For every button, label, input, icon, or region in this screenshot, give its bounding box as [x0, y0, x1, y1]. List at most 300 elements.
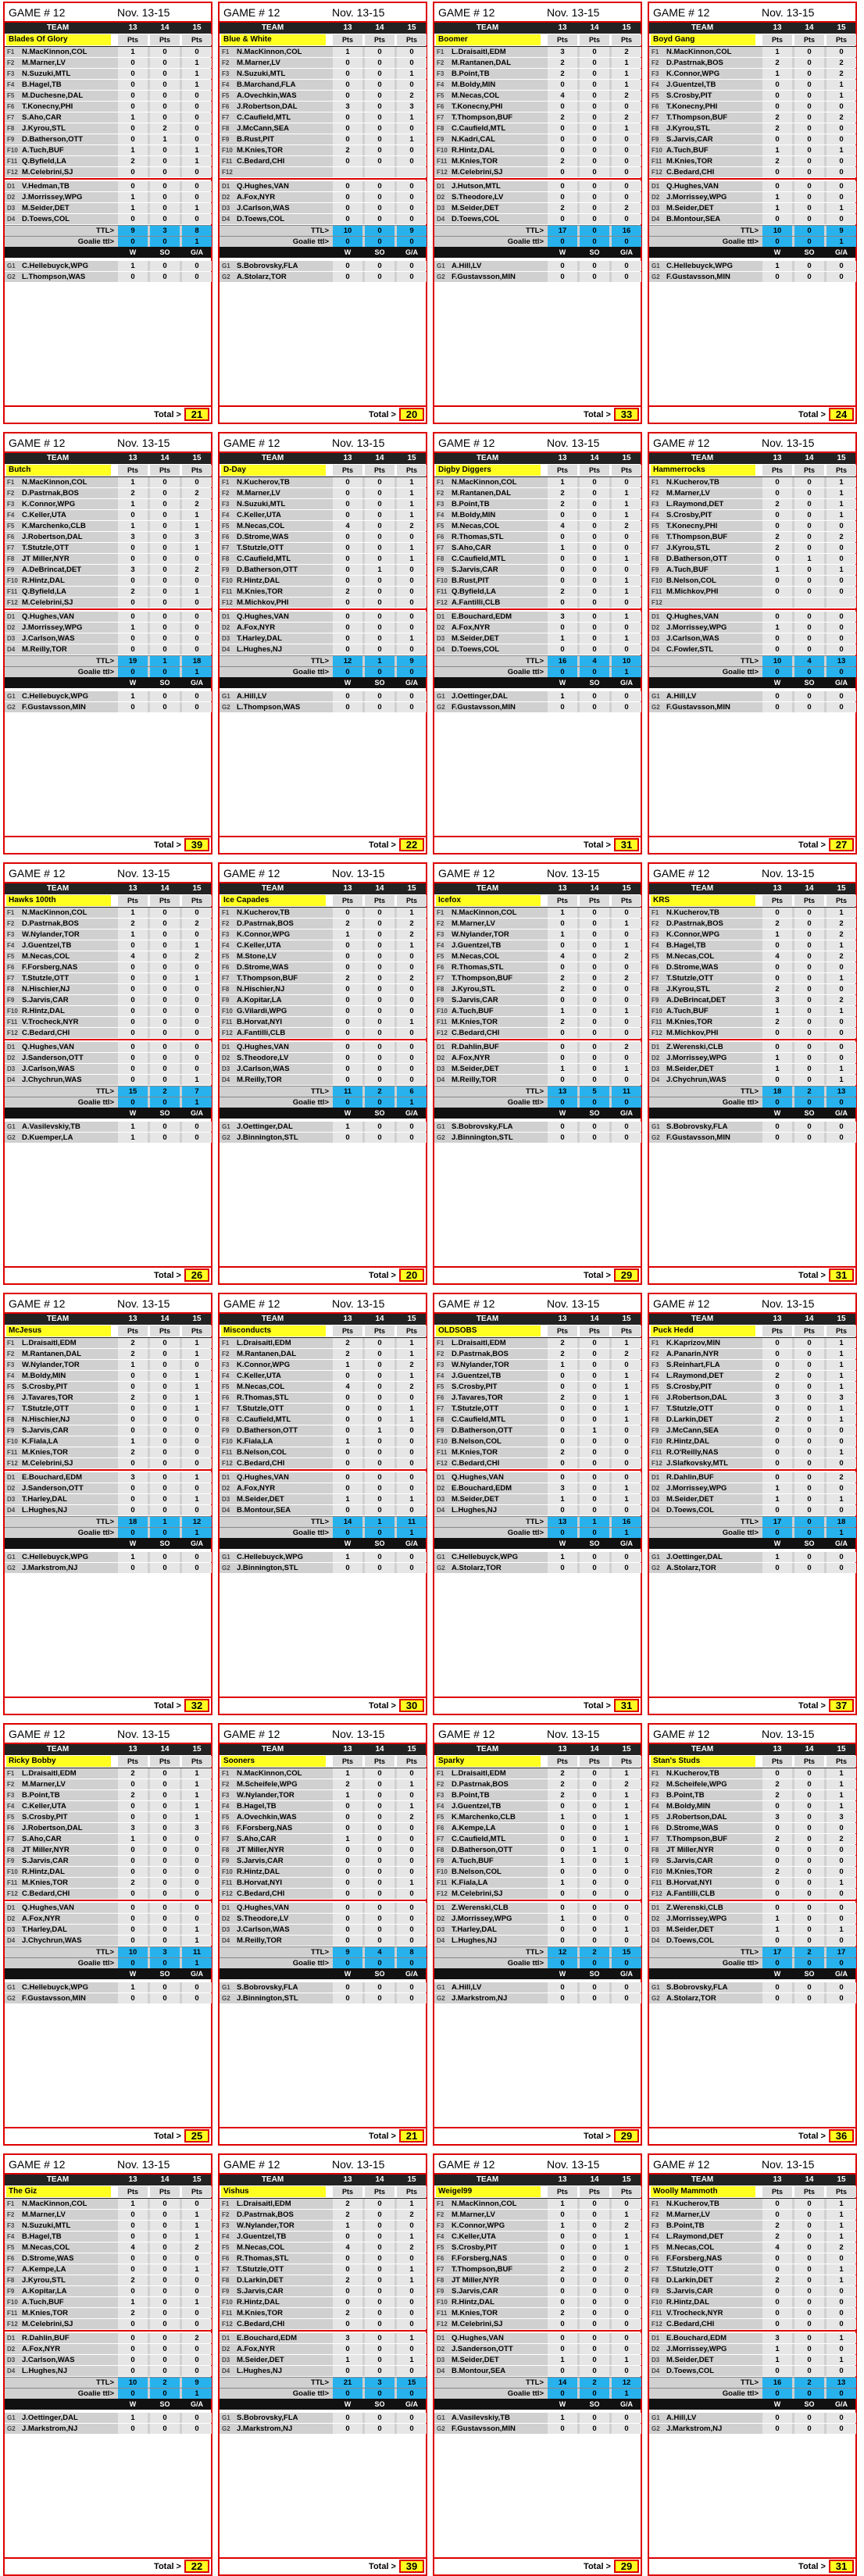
player-points: 2 — [118, 919, 148, 929]
ttl-value: 0 — [365, 226, 395, 236]
player-points: 0 — [182, 1436, 212, 1447]
player-name: B.Nelson,COL — [666, 576, 716, 585]
slot-label: F9 — [437, 1857, 444, 1864]
player-points: 0 — [762, 1382, 792, 1392]
slot-label: D4 — [222, 216, 230, 223]
slot-label: F8 — [437, 986, 444, 993]
player-points: 0 — [762, 102, 792, 112]
player-row — [220, 1834, 426, 1845]
total-label: Total > — [369, 840, 396, 850]
player-points: 0 — [548, 1425, 577, 1436]
player-row — [649, 1779, 855, 1790]
slot-label: D3 — [7, 635, 16, 642]
column-header-row — [5, 883, 211, 894]
player-name: M.Necas,COL — [666, 952, 715, 961]
slot-label: D1 — [437, 2335, 445, 2342]
player-row — [220, 192, 426, 203]
player-points: 0 — [794, 1447, 824, 1457]
player-points: 0 — [150, 1823, 180, 1833]
player-name: R.Hintz,DAL — [237, 576, 280, 585]
player-points: 2 — [118, 156, 148, 166]
player-points: 0 — [548, 1415, 577, 1425]
player-points: 0 — [794, 145, 824, 155]
team-total: 31 — [829, 2560, 854, 2573]
player-points: 1 — [118, 929, 148, 940]
player-points: 0 — [548, 644, 577, 655]
player-points: 0 — [827, 1425, 856, 1436]
player-name: N.Kucherov,TB — [666, 478, 719, 487]
day-13-label: 13 — [343, 1315, 352, 1323]
player-name: A.Tuch,BUF — [22, 146, 64, 155]
ttl-value: 1 — [365, 656, 395, 666]
player-points: 0 — [118, 1042, 148, 1052]
player-row — [5, 1903, 211, 1914]
player-points: 3 — [118, 1823, 148, 1833]
player-name: C.Keller,UTA — [237, 1372, 281, 1380]
slot-label: D2 — [652, 1485, 660, 1492]
goalie-stat: 0 — [182, 2413, 212, 2423]
player-points: 0 — [182, 1867, 212, 1877]
player-row — [649, 2253, 855, 2264]
player-points: 1 — [182, 1338, 212, 1348]
goalie-slot-label: G2 — [437, 704, 445, 711]
goalie-stat: 0 — [397, 1982, 427, 1993]
player-points: 0 — [182, 91, 212, 101]
ttl-value: 15 — [612, 1947, 641, 1957]
player-name: V.Trocheck,NYR — [22, 1018, 79, 1026]
player-points: 0 — [612, 1053, 641, 1063]
player-points: 1 — [333, 47, 362, 57]
day-13-label: 13 — [773, 1745, 782, 1754]
player-points: 1 — [182, 1801, 212, 1811]
player-name: C.Bedard,CHI — [666, 168, 715, 177]
team-name: Weigel99 — [436, 2186, 541, 2197]
player-points: 0 — [118, 102, 148, 112]
slot-label: F7 — [7, 2266, 15, 2273]
pts-label: Pts — [548, 1756, 577, 1767]
player-points: 2 — [548, 1338, 577, 1348]
goalie-stat: 0 — [612, 1133, 641, 1143]
player-points: 0 — [794, 2264, 824, 2275]
pts-label: Pts — [580, 2186, 609, 2197]
goalie-slot-label: G1 — [437, 1123, 445, 1130]
player-points: 0 — [150, 908, 180, 918]
goalie-name: F.Gustavsson,MIN — [22, 703, 86, 712]
slot-label: F4 — [7, 2233, 15, 2240]
player-points: 0 — [794, 2297, 824, 2307]
player-row — [649, 203, 855, 214]
card-header — [434, 3, 641, 23]
slot-label: F2 — [222, 59, 230, 66]
goalie-name: A.Stolarz,TOR — [452, 1564, 502, 1572]
goalie-slot-label: G1 — [7, 693, 16, 700]
player-points: 2 — [762, 532, 792, 542]
player-points: 3 — [118, 565, 148, 575]
player-points: 0 — [365, 134, 395, 144]
player-name: L.Raymond,DET — [666, 500, 724, 508]
player-row — [434, 554, 641, 565]
ttl-label: TTL> — [741, 1948, 759, 1957]
pts-label: Pts — [794, 2186, 824, 2197]
player-row — [5, 1360, 211, 1371]
player-row — [220, 1017, 426, 1028]
player-name: C.Bedard,CHI — [237, 1889, 285, 1898]
player-name: B.Hagel,TB — [237, 1802, 277, 1811]
player-points: 0 — [762, 1360, 792, 1370]
player-name: L.Hughes,NJ — [237, 645, 283, 654]
player-points: 0 — [150, 2210, 180, 2220]
player-row — [220, 2308, 426, 2319]
player-points: 0 — [612, 2297, 641, 2307]
slot-label: F1 — [437, 909, 444, 916]
player-points: 1 — [612, 510, 641, 520]
player-points: 0 — [827, 612, 856, 622]
player-row — [5, 1382, 211, 1393]
player-name: J.Guentzel,TB — [666, 80, 716, 89]
player-row — [5, 1425, 211, 1436]
game-label: GAME # 12 — [653, 1297, 710, 1310]
player-name: M.Seider,DET — [452, 204, 499, 212]
player-points: 2 — [333, 2308, 362, 2318]
player-name: A.Tuch,BUF — [666, 146, 709, 155]
player-points: 0 — [333, 1458, 362, 1468]
goalie-col-label: W — [129, 679, 137, 687]
day-15-label: 15 — [837, 2175, 846, 2184]
player-points: 0 — [365, 1447, 395, 1457]
player-points: 2 — [827, 929, 856, 940]
goalie-col-label: W — [344, 1970, 352, 1978]
goalie-col-label: G/A — [405, 679, 418, 687]
player-points: 0 — [365, 1458, 395, 1468]
player-points: 1 — [397, 134, 427, 144]
player-points: 0 — [397, 214, 427, 224]
player-points: 1 — [397, 2264, 427, 2275]
player-row — [220, 1075, 426, 1086]
player-points: 0 — [580, 929, 609, 940]
pts-label: Pts — [794, 465, 824, 476]
date-label: Nov. 13-15 — [762, 867, 815, 879]
final-total-row — [649, 405, 855, 423]
goalie-stat: 0 — [333, 272, 362, 282]
team-column-label: TEAM — [476, 1315, 499, 1323]
player-name: M.Celebrini,SJ — [22, 2320, 73, 2328]
player-points: 0 — [150, 1472, 180, 1482]
player-points: 0 — [397, 1458, 427, 1468]
player-points: 0 — [794, 532, 824, 542]
goalie-col-label: SO — [589, 248, 600, 256]
player-row — [5, 2199, 211, 2210]
player-points: 1 — [612, 1925, 641, 1935]
goalie-stat: 0 — [548, 1993, 577, 2003]
player-points: 0 — [365, 2242, 395, 2253]
player-points: 0 — [580, 1856, 609, 1866]
player-points: 0 — [612, 1914, 641, 1924]
pts-label: Pts — [333, 34, 362, 45]
player-points — [397, 167, 427, 177]
final-total-row — [434, 836, 641, 853]
slot-label: F11 — [222, 1449, 233, 1456]
goalie-col-label: G/A — [619, 1109, 633, 1117]
player-row — [5, 192, 211, 203]
player-row — [649, 1447, 855, 1458]
team-column-label: TEAM — [691, 884, 714, 893]
player-points: 1 — [827, 2355, 856, 2365]
player-name: D.Batherson,OTT — [237, 1426, 298, 1435]
player-name: A.Fox,NYR — [22, 1914, 61, 1923]
pts-label: Pts — [548, 465, 577, 476]
goalie-ttl-value: 0 — [827, 1958, 856, 1968]
player-name: M.Rantanen,DAL — [237, 1350, 296, 1358]
goalie-ttl-value: 1 — [182, 1958, 212, 1968]
player-points: 0 — [150, 565, 180, 575]
player-points: 0 — [365, 2221, 395, 2231]
ttl-label: TTL> — [311, 1518, 329, 1526]
ttl-label: TTL> — [311, 2378, 329, 2387]
pts-label: Pts — [612, 34, 641, 45]
player-row — [220, 1914, 426, 1925]
goalie-ttl-label: Goalie ttl> — [77, 1959, 114, 1968]
slot-label: F12 — [652, 169, 662, 176]
player-row — [649, 1867, 855, 1878]
player-points: 0 — [612, 908, 641, 918]
player-row — [649, 1801, 855, 1812]
player-points: 0 — [333, 1447, 362, 1457]
player-points: 1 — [333, 1360, 362, 1370]
player-name: D.Toews,COL — [666, 2367, 715, 2375]
player-row — [649, 1017, 855, 1028]
goalie-ttl-label: Goalie ttl> — [77, 668, 114, 676]
goalie-stat: 1 — [118, 1122, 148, 1132]
player-points: 0 — [333, 134, 362, 144]
player-points: 0 — [118, 1494, 148, 1504]
player-row — [5, 940, 211, 951]
player-points: 0 — [580, 1472, 609, 1482]
player-row — [220, 2232, 426, 2242]
date-label: Nov. 13-15 — [332, 6, 385, 19]
player-name: Z.Werenski,CLB — [452, 1903, 509, 1912]
slot-label: D2 — [222, 1054, 230, 1061]
player-points: 2 — [762, 112, 792, 123]
team-name-row — [649, 1325, 855, 1338]
player-points: 0 — [827, 102, 856, 112]
slot-label: F12 — [7, 2321, 18, 2328]
player-points: 0 — [827, 962, 856, 972]
ttl-value: 18 — [827, 1517, 856, 1527]
player-row — [220, 1006, 426, 1017]
player-row — [5, 1925, 211, 1936]
ttl-value: 18 — [118, 1517, 148, 1527]
slot-label: F11 — [222, 1879, 233, 1886]
goalie-col-label: G/A — [190, 1970, 203, 1978]
player-points: 0 — [333, 2297, 362, 2307]
player-points: 1 — [612, 1371, 641, 1381]
date-label: Nov. 13-15 — [117, 1297, 170, 1310]
slot-label: F10 — [222, 1008, 233, 1015]
goalie-name: J.Binnington,STL — [237, 1564, 298, 1572]
player-points: 1 — [762, 565, 792, 575]
player-name: N.MacKinnon,COL — [452, 2200, 517, 2208]
player-points: 1 — [827, 145, 856, 155]
player-points: 0 — [365, 145, 395, 155]
ttl-value: 11 — [182, 1947, 212, 1957]
goalie-row — [649, 272, 855, 283]
player-points: 0 — [794, 2355, 824, 2365]
goalie-row — [5, 1133, 211, 1144]
player-name: D.Larkin,DET — [237, 2276, 284, 2285]
goalie-ttl-label: Goalie ttl> — [722, 1959, 759, 1968]
team-name-row — [434, 464, 641, 477]
goalie-name: A.Vasilevskiy,TB — [22, 1122, 80, 1131]
player-row — [434, 1505, 641, 1516]
player-points: 0 — [580, 1415, 609, 1425]
player-points: 0 — [118, 2286, 148, 2296]
slot-label: F2 — [652, 1781, 659, 1788]
ttl-value: 16 — [548, 656, 577, 666]
goalie-col-label: G/A — [405, 1970, 418, 1978]
player-points: 0 — [333, 1914, 362, 1924]
player-points: 1 — [827, 565, 856, 575]
slot-label: D2 — [437, 624, 445, 631]
player-name: L.Hughes,NJ — [452, 1506, 498, 1515]
player-points: 0 — [580, 1393, 609, 1403]
player-points: 2 — [762, 1415, 792, 1425]
final-total-row — [649, 1266, 855, 1283]
goalie-ttl-label: Goalie ttl> — [292, 237, 329, 246]
player-points: 0 — [182, 1878, 212, 1888]
slot-label: F3 — [652, 1361, 659, 1368]
team-total: 22 — [184, 2560, 209, 2573]
player-name: N.Kucherov,TB — [666, 2200, 719, 2208]
player-points: 0 — [794, 951, 824, 962]
slot-label: F3 — [7, 931, 15, 938]
skater-total-row — [434, 1946, 641, 1957]
player-points: 0 — [333, 2264, 362, 2275]
player-points: 0 — [762, 1936, 792, 1946]
goalie-stat: 0 — [365, 1122, 395, 1132]
player-points: 0 — [794, 1889, 824, 1899]
player-points: 0 — [397, 1768, 427, 1779]
player-points: 0 — [150, 1075, 180, 1085]
player-name: J.Guentzel,TB — [237, 2232, 287, 2241]
goalie-col-label: SO — [374, 1109, 385, 1117]
player-points: 2 — [612, 112, 641, 123]
player-points: 2 — [182, 565, 212, 575]
goalie-slot-label: G1 — [222, 1123, 230, 1130]
player-points: 0 — [580, 2319, 609, 2329]
slot-label: D4 — [222, 1507, 230, 1514]
player-row — [649, 2210, 855, 2221]
player-points: 0 — [365, 1823, 395, 1833]
player-points: 0 — [397, 951, 427, 962]
goalie-slot-label: G2 — [7, 1134, 16, 1141]
player-name: M.Michkov,PHI — [237, 598, 289, 607]
day-14-label: 14 — [375, 1315, 384, 1323]
slot-label: F11 — [437, 2310, 448, 2317]
player-points: 1 — [827, 2232, 856, 2242]
player-points: 0 — [794, 1382, 824, 1392]
player-points: 0 — [827, 156, 856, 166]
player-points: 0 — [794, 1914, 824, 1924]
player-points: 0 — [365, 598, 395, 608]
player-points: 1 — [182, 940, 212, 951]
player-points: 0 — [365, 532, 395, 542]
goalie-name: F.Gustavsson,MIN — [452, 273, 516, 281]
player-row — [5, 995, 211, 1006]
player-points: 0 — [118, 134, 148, 144]
goalie-ttl-label: Goalie ttl> — [292, 1529, 329, 1537]
player-points: 0 — [118, 2344, 148, 2354]
player-row — [5, 598, 211, 608]
player-points: 2 — [548, 203, 577, 213]
player-points: 1 — [182, 1812, 212, 1822]
goalie-stat: 0 — [397, 702, 427, 712]
player-points: 0 — [397, 123, 427, 134]
goalie-ttl-label: Goalie ttl> — [722, 668, 759, 676]
slot-label: F7 — [7, 975, 15, 982]
goalie-col-label: G/A — [619, 679, 633, 687]
goalie-col-label: G/A — [405, 1109, 418, 1117]
goalie-header-row — [434, 677, 641, 688]
player-row — [649, 2366, 855, 2377]
goalie-stat: 0 — [580, 272, 609, 282]
slot-label: F5 — [437, 2244, 444, 2251]
slot-label: F4 — [437, 81, 444, 88]
goalie-total-row — [649, 666, 855, 677]
day-14-label: 14 — [590, 1745, 599, 1754]
player-points: 2 — [827, 951, 856, 962]
player-points: 1 — [397, 2232, 427, 2242]
player-points: 1 — [397, 112, 427, 123]
goalie-row — [220, 1122, 426, 1133]
player-points: 0 — [612, 1017, 641, 1027]
player-row — [434, 2242, 641, 2253]
slot-label: F7 — [437, 2266, 444, 2273]
player-name: T.Stutzle,OTT — [22, 544, 70, 552]
player-points: 0 — [794, 2344, 824, 2354]
goalie-stat: 1 — [118, 1982, 148, 1993]
player-row — [434, 1472, 641, 1483]
player-points: 2 — [762, 123, 792, 134]
player-name: T.Stutzle,OTT — [22, 1404, 70, 1413]
slot-label: F3 — [652, 1792, 659, 1799]
player-name: R.Hintz,DAL — [237, 1868, 280, 1876]
player-points: 1 — [365, 565, 395, 575]
player-points: 0 — [365, 543, 395, 553]
slot-label: F10 — [652, 147, 662, 154]
player-points: 1 — [827, 1360, 856, 1370]
player-points: 1 — [182, 1382, 212, 1392]
player-points: 2 — [827, 1472, 856, 1482]
goalie-header-row — [649, 677, 855, 688]
team-name: Boyd Gang — [651, 34, 755, 45]
player-points: 1 — [612, 633, 641, 644]
slot-label: D3 — [652, 2357, 660, 2364]
player-points: 0 — [794, 510, 824, 520]
day-13-label: 13 — [558, 884, 567, 893]
player-points: 1 — [333, 1768, 362, 1779]
player-points: 1 — [612, 1790, 641, 1800]
player-name: D.Strome,WAS — [237, 533, 289, 541]
player-row — [220, 1494, 426, 1505]
player-row — [434, 499, 641, 510]
player-points: 0 — [794, 1768, 824, 1779]
player-points: 0 — [612, 565, 641, 575]
player-points — [333, 167, 362, 177]
slot-label: F10 — [652, 577, 662, 584]
player-points: 0 — [794, 2253, 824, 2264]
player-points: 0 — [794, 1042, 824, 1052]
player-name: M.Celebrini,SJ — [452, 2320, 503, 2328]
